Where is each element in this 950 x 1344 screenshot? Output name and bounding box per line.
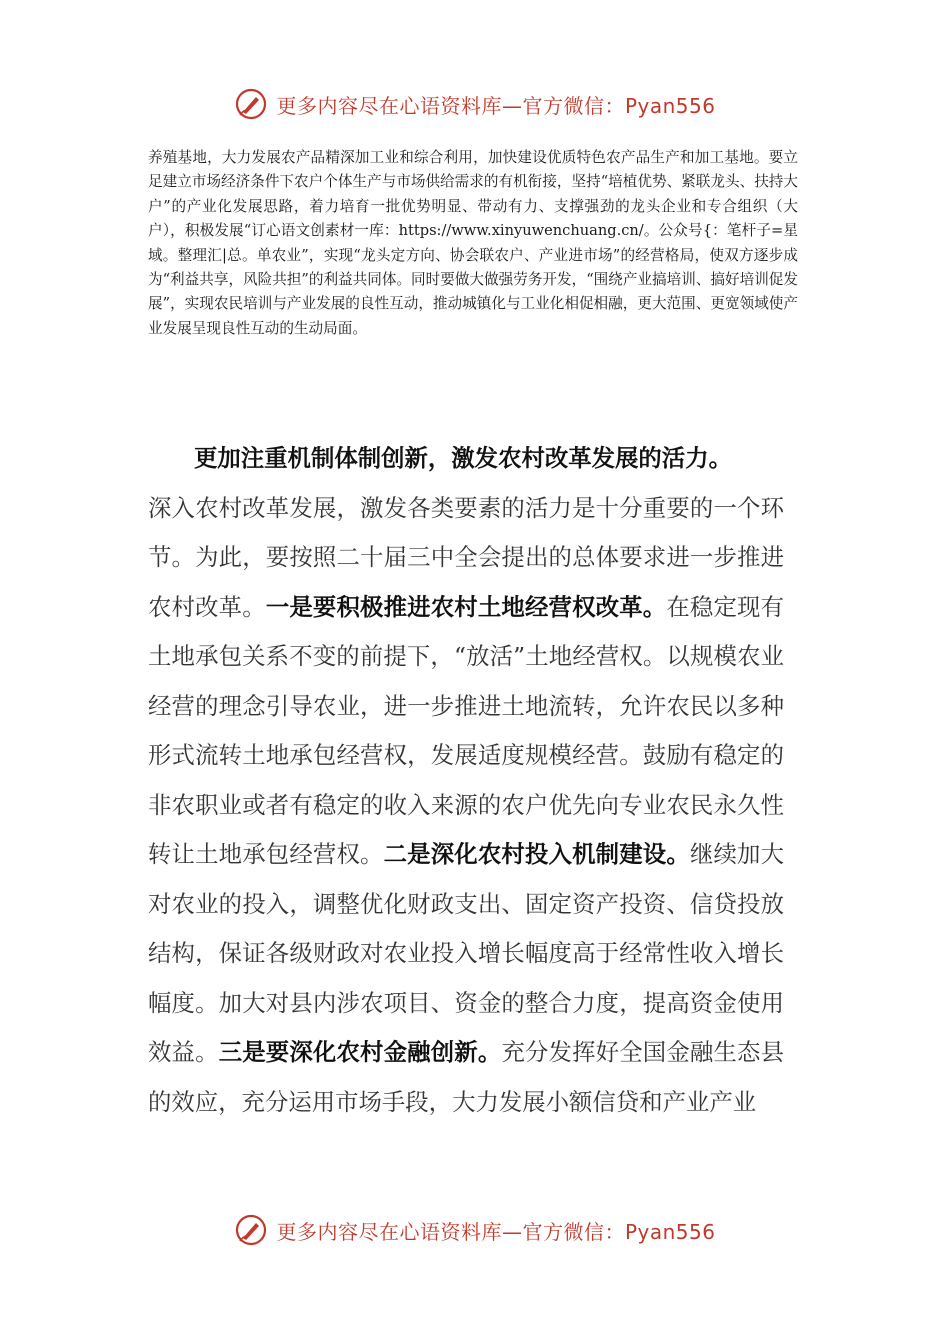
body-text-1: 深入农村改革发展，激发各类要素的活力是十分重要的一个环节。为此，要按照二十届三中全会提出的总体要求进一步推进农村改革。: [148, 493, 784, 621]
banner-text: 更多内容尽在心语资料库—官方微信：Pyan556: [276, 1219, 716, 1244]
bold-point-3: 三是要深化农村金融创新。: [218, 1038, 502, 1066]
bold-point-2: 二是深化农村投入机制建设。: [383, 840, 690, 868]
main-section: [148, 434, 784, 1127]
pen-logo-icon: [234, 87, 268, 121]
section-heading: 更加注重机制体制创新，激发农村改革发展的活力。: [194, 444, 732, 472]
body-text-4: 充分发挥好全国金融生态县的效应，充分运用市场手段，大力发展小额信贷和产业产业: [148, 1038, 785, 1116]
footer-banner: [0, 1210, 950, 1250]
banner-text: 更多内容尽在心语资料库—官方微信：Pyan556: [276, 93, 716, 118]
pen-logo-icon: [234, 1213, 268, 1247]
body-text-3: 继续加大对农业的投入，调整优化财政支出、固定资产投资、信贷投放结构，保证各级财政对农业投入增长幅度高于经常性收入增长幅度。加大对县内涉农项目、资金的整合力度，提高资金使用效益。: [148, 840, 785, 1066]
bold-point-1: 一是要积极推进农村土地经营权改革。: [265, 592, 667, 621]
body-text-2: 在稳定现有土地承包关系不变的前提下，“放活”土地经营权。以规模农业经营的理念引导农业，进一步推进土地流转，允许农民以多种形式流转土地承包经营权，发展适度规模经营。鼓励有稳定的非农职业或者有稳定的收入来源的农户优先向专业农民永久性转让土地承包经营权。: [148, 592, 785, 868]
header-banner: [0, 84, 950, 124]
body-paragraph: [148, 484, 784, 1128]
small-paragraph: 养殖基地，大力发展农产品精深加工业和综合利用，加快建设优质特色农产品生产和加工基地。要立足建立市场经济条件下农户个体生产与市场供给需求的有机衔接，坚持“培植优势、紧联龙头、扶持大户”的产业化发展思路，着力培育一批优势明显、带动有力、支撑强劲的龙头企业和专合组织（大户），积极发展“订心语文创素材一库：https://www.xinyuwenchuang.cn/。公众号{：笔杆子=星域。整理汇|总。单农业”，实现“龙头定方向、协会联农户、产业进市场”的经营格局，使双方逐步成为“利益共享，风险共担”的利益共同体。同时要做大做强劳务开发，“围绕产业搞培训、搞好培训促发展”，实现农民培训与产业发展的良性互动，推动城镇化与工业化相促相融，更大范围、更宽领域使产业发展呈现良性互动的生动局面。: [148, 149, 798, 337]
